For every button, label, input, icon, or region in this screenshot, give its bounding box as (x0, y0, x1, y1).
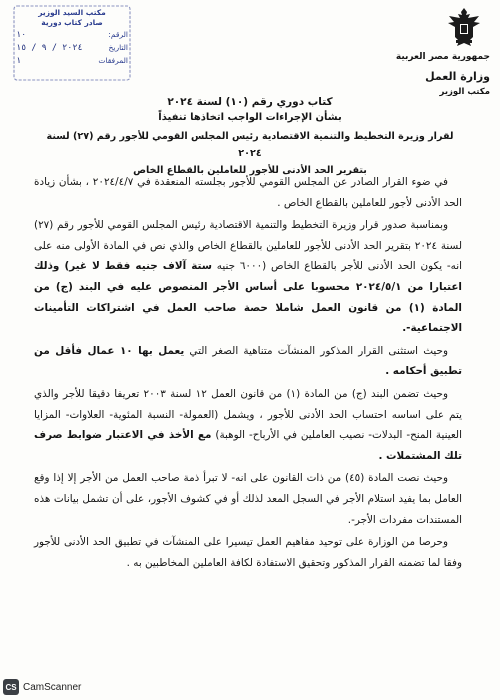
paragraph-3 (34, 341, 462, 382)
stamp-date-row (16, 43, 128, 53)
stamp-number-row (16, 30, 128, 40)
camscanner-watermark (3, 678, 81, 696)
subject-line-1: لقرار وزيرة التخطيط والتنمية الاقتصادية رئيس المجلس القومي للأجور رقم (٢٧) لسنة ٢٠٢٤ (46, 131, 454, 159)
office-name: مكتب الوزير (439, 87, 490, 97)
stamp-number-value: ١٠ (16, 30, 27, 40)
ministry-name: وزارة العمل (425, 70, 490, 83)
stamp-number-label: الرقم: (108, 30, 128, 39)
paragraph-2-bold: ستة آلاف جنيه فقط لا غير) وذلك اعتبارا من ٢٠٢٤/٥/١ محسوبا على أساس الأجر المنصوص عليه في البند (ج) من المادة (١) من قانون العمل شاملا حصة صاحب العمل في اشتراكات التأمينات الاجتماعية-. (34, 260, 462, 335)
stamp-type: صادر كتاب دورية (41, 18, 103, 27)
stamp-date-value: ٢٠٢٤ / ٩ / ١٥ (16, 43, 83, 53)
stamp-date-label: التاريخ (108, 43, 128, 52)
paragraph-4-bold: مع الأخذ في الاعتبار ضوابط صرف تلك المشتملات . (34, 429, 462, 462)
stamp-attachments-value: ١ (16, 56, 22, 66)
paragraph-1: في ضوء القرار الصادر عن المجلس القومي للأجور بجلسته المنعقدة في ٢٠٢٤/٤/٧ ، بشأن زيادة الحد الأدنى لأجور للعاملين بالقطاع الخاص . (34, 176, 462, 209)
circular-number: كتاب دوري رقم (١٠) لسنة ٢٠٢٤ (167, 96, 333, 108)
camscanner-name: CamScanner (23, 681, 82, 693)
paragraph-6: وحرصا من الوزارة على توحيد مفاهيم العمل تيسيرا على المنشآت في تطبيق الحد الأدنى للأجور وفقا لما تضمنه القرار المذكور وتحقيق الاستفادة لكافة العاملين المخاطبين به . (34, 536, 462, 569)
government-header (370, 52, 490, 97)
document-body (34, 172, 462, 575)
stamp-office: مكتب السيد الوزير (38, 8, 106, 17)
eagle-emblem-icon (446, 6, 482, 48)
country-name: جمهورية مصر العربية (395, 52, 490, 62)
camscanner-logo-icon: CS (3, 679, 19, 695)
paragraph-4 (34, 384, 462, 466)
circular-subject-intro: بشأن الإجراءات الواجب اتخاذها تنفيذاً (158, 112, 342, 123)
paragraph-3-bold: يعمل بها ١٠ عمال فأقل من تطبيق أحكامه . (34, 344, 462, 378)
paragraph-3-text: وحيث استثنى القرار المذكور المنشآت متناهية الصغر التي (189, 344, 448, 357)
paragraph-2 (34, 215, 462, 339)
paragraph-4-text: وحيث تضمن البند (ج) من المادة (١) من قانون العمل ١٢ لسنة ٢٠٠٣ تعريفا دقيقا للأجر والذي يتم على اساسه احتساب الحد الأدنى للأجور ، ويشمل (العمولة- النسبة المئوية- العلاوات- المزايا العينية المنح- البدلات- نصيب العاملين في الأرباح- الوهبة) (34, 387, 462, 442)
stamp-attachments-row (16, 56, 128, 66)
paragraph-2-text: وبمناسبة صدور قرار وزيرة التخطيط والتنمية الاقتصادية رئيس المجلس القومي للأجور رقم (٢٧) لسنة ٢٠٢٤ بتقرير الحد الأدنى للأجور للعاملين بالقطاع الخاص والذي نص في المادة الأولى منه على انه- يكون الحد الأدنى للأجر بالقطاع الخاص (٦٠٠٠ جنيه (34, 219, 462, 273)
outgoing-stamp (8, 4, 136, 84)
subject-line-2: بتقرير الحد الأدنى للأجور للعاملين بالقطاع الخاص (133, 165, 367, 176)
document-title (40, 96, 460, 123)
stamp-attachments-label: المرفقات (98, 56, 128, 65)
paragraph-5: وحيث نصت المادة (٤٥) من ذات القانون على انه- لا تبرأ ذمة صاحب العمل من الأجر إلا إذا وقع العامل بما يفيد استلام الأجر في السجل المعد لذلك أو في كشوف الأجور، على أن تشمل بيانات هذه المستندات مفردات الأجر-. (34, 472, 462, 526)
